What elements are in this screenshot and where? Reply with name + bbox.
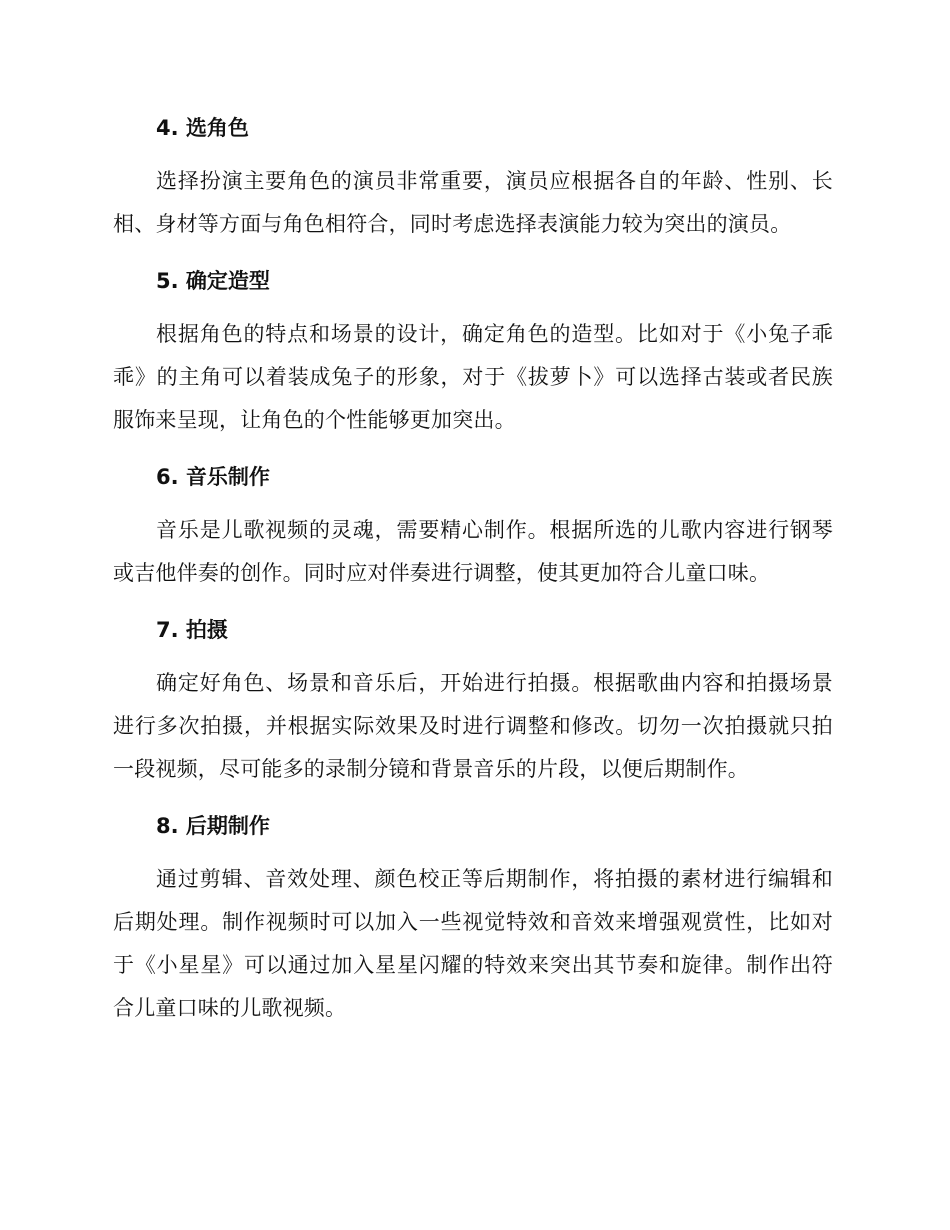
paragraph-line: 乖》的主角可以着装成兔子的形象，对于《拔萝卜》可以选择古装或者民族 [113,365,833,389]
section-heading: 5. 确定造型 [156,269,270,293]
section-heading: 4. 选角色 [156,116,249,140]
paragraph-line: 相、身材等方面与角色相符合，同时考虑选择表演能力较为突出的演员。 [113,212,792,236]
section-heading: 8. 后期制作 [156,814,270,838]
section-music-production [113,457,833,595]
paragraph-line: 根据角色的特点和场景的设计，确定角色的造型。比如对于《小兔子乖 [156,322,833,346]
section-paragraph [113,509,833,595]
section-paragraph [113,313,833,442]
section-post-production [113,806,833,1030]
section-styling [113,261,833,442]
paragraph-line: 服饰来呈现，让角色的个性能够更加突出。 [113,408,516,432]
paragraph-line: 一段视频，尽可能多的录制分镜和背景音乐的片段，以便后期制作。 [113,757,749,781]
paragraph-line: 合儿童口味的儿歌视频。 [113,996,347,1020]
section-paragraph [113,858,833,1030]
paragraph-line: 进行多次拍摄，并根据实际效果及时进行调整和修改。切勿一次拍摄就只拍 [113,714,833,738]
paragraph-line: 或吉他伴奏的创作。同时应对伴奏进行调整，使其更加符合儿童口味。 [113,561,771,585]
section-select-roles [113,108,833,246]
section-heading: 6. 音乐制作 [156,465,270,489]
paragraph-line: 通过剪辑、音效处理、颜色校正等后期制作，将拍摄的素材进行编辑和 [156,867,833,891]
section-heading: 7. 拍摄 [156,618,228,642]
paragraph-line: 确定好角色、场景和音乐后，开始进行拍摄。根据歌曲内容和拍摄场景 [156,671,833,695]
document-body [113,108,833,1045]
paragraph-line: 音乐是儿歌视频的灵魂，需要精心制作。根据所选的儿歌内容进行钢琴 [156,518,833,542]
paragraph-line: 选择扮演主要角色的演员非常重要，演员应根据各自的年龄、性别、长 [156,169,833,193]
paragraph-line: 后期处理。制作视频时可以加入一些视觉特效和音效来增强观赏性，比如对 [113,910,833,934]
section-paragraph [113,160,833,246]
paragraph-line: 于《小星星》可以通过加入星星闪耀的特效来突出其节奏和旋律。制作出符 [113,953,833,977]
section-paragraph [113,662,833,791]
section-filming [113,610,833,791]
